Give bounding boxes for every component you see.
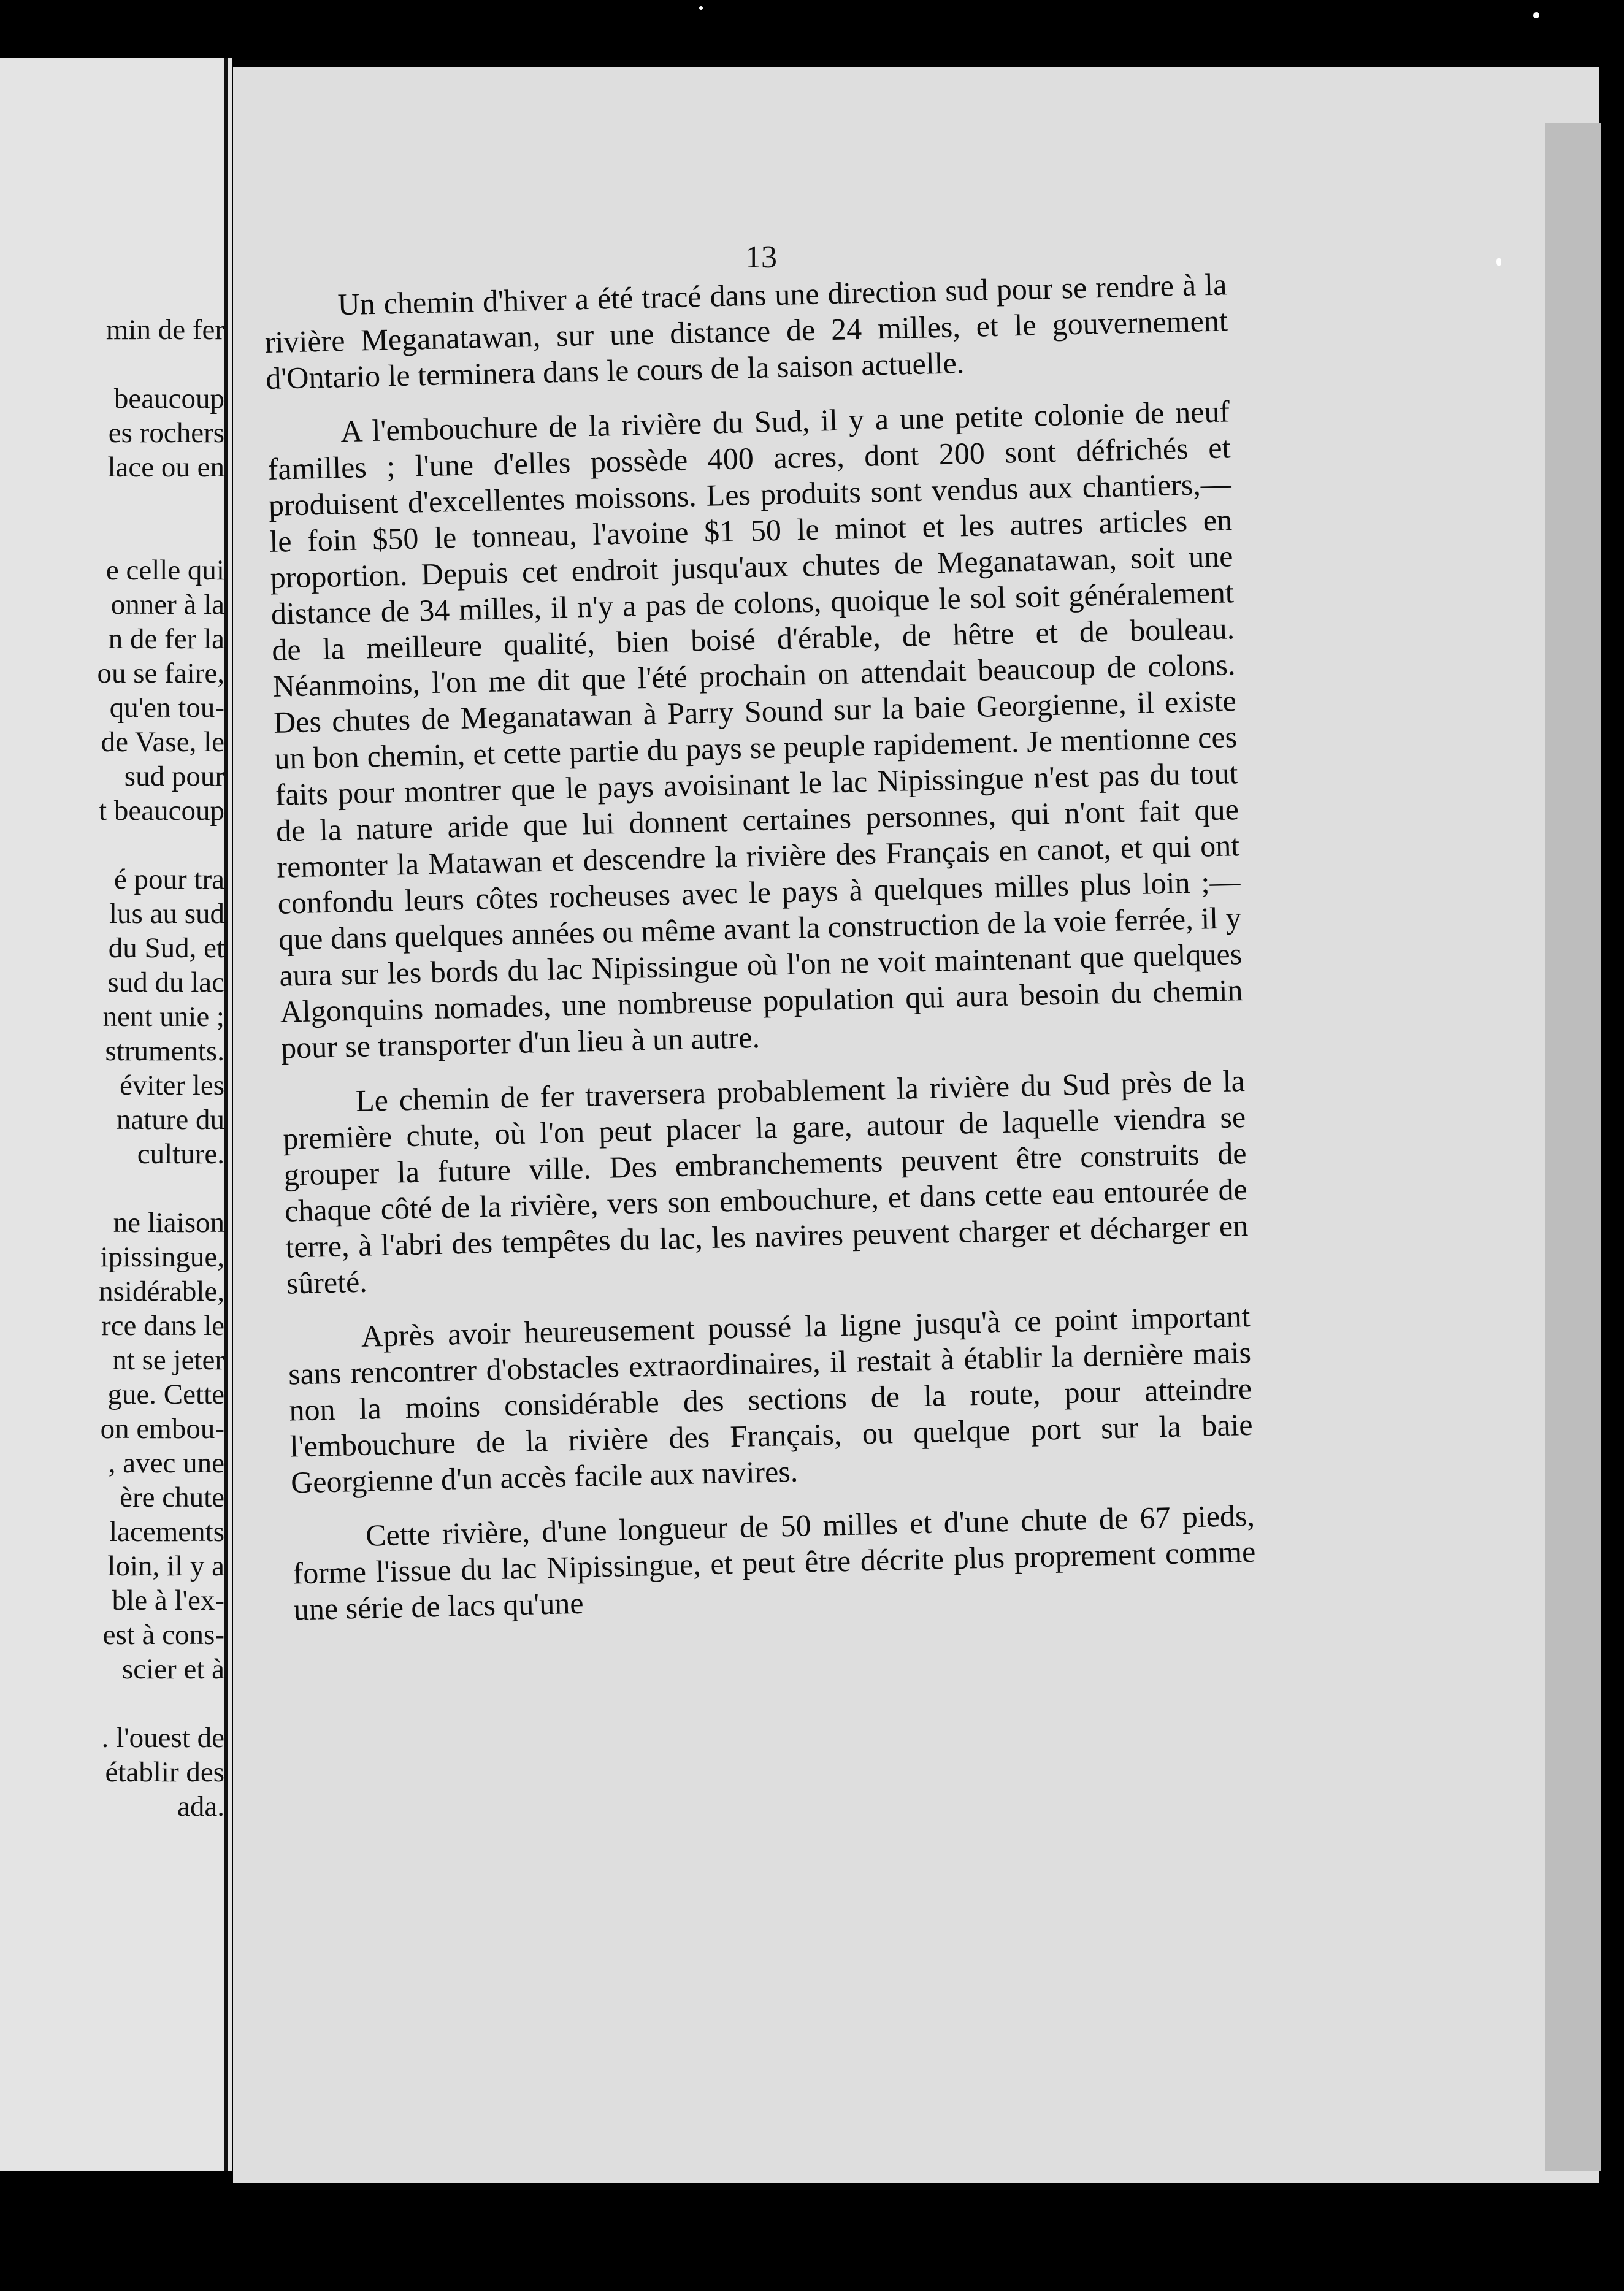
left-page-line: ne liaison: [113, 1207, 224, 1239]
left-page-line: ou se faire,: [97, 657, 224, 689]
left-page-fragment: [0, 58, 232, 2171]
left-page-line: n de fer la: [108, 623, 224, 655]
left-page-line: es rochers: [108, 417, 224, 449]
left-page-line: est à cons-: [102, 1619, 224, 1651]
left-page-line: sud du lac: [107, 966, 224, 998]
gutter-rule: [224, 58, 228, 2171]
left-page-line: onner à la: [110, 589, 224, 621]
scan-speck: [1496, 258, 1501, 266]
paragraph: Un chemin d'hiver a été tracé dans une direction sud pour se rendre à la rivière Meganatawan, sur une distance de 24 milles, et le gouvernement d'Ontario le terminera dans le cours de la saison actuelle.: [264, 267, 1228, 396]
left-page-line: . l'ouest de: [101, 1722, 224, 1754]
page-number: 13: [745, 240, 777, 275]
paragraph: Après avoir heureusement poussé la ligne jusqu'à ce point important sans rencontrer d'obstacles extraordinaires, il restait à établir la dernière mais non la moins considérable des sections de la route, pour atteindre l'embouchure de la rivière des Français, ou quelque port sur la baie Georgienne d'un accès facile aux navires.: [288, 1298, 1254, 1500]
left-page-line: rce dans le: [101, 1310, 224, 1342]
paragraph: Le chemin de fer traversera probablement la rivière du Sud près de la première chute, où l'on peut placer la gare, autour de laquelle viendra se grouper la future ville. Des embranchements peuvent être construits de chaque côté de la rivière, vers son embouchure, et dans cette eau entourée de terre, à l'abri des tempêtes du lac, les navires peuvent charger et décharger en sûreté.: [282, 1063, 1249, 1301]
left-page-line: é pour tra: [113, 863, 224, 895]
left-page-line: ipissingue,: [100, 1241, 224, 1273]
left-page-line: ère chute: [120, 1482, 224, 1513]
left-page-line: nature du: [116, 1104, 224, 1136]
left-page-line: nt se jeter: [112, 1344, 224, 1376]
left-page-line: gue. Cette: [107, 1379, 224, 1410]
left-page-line: struments.: [105, 1035, 224, 1067]
left-page-line: beaucoup: [113, 383, 224, 415]
left-page-line: du Sud, et: [108, 932, 224, 964]
left-page-line: , avec une: [108, 1447, 224, 1479]
paragraph: Cette rivière, d'une longueur de 50 milles et d'une chute de 67 pieds, forme l'issue du lac Nipissingue, et peut être décrite plus proprement comme une série de lacs qu'une: [292, 1497, 1256, 1627]
page-edge-shadow: [1545, 123, 1601, 2171]
left-page-line: loin, il y a: [107, 1550, 224, 1582]
left-page-line: min de fer: [105, 314, 224, 346]
left-page-line: culture.: [137, 1138, 224, 1170]
left-page-line: qu'en tou-: [109, 692, 224, 724]
left-page-line: t beaucoup: [99, 795, 224, 827]
left-page-line: scier et à: [121, 1653, 224, 1685]
scan-speck: [1533, 12, 1539, 18]
left-page-line: lus au sud: [109, 898, 224, 930]
paragraph: A l'embouchure de la rivière du Sud, il y a une petite colonie de neuf familles ; l'une d'elles possède 400 acres, dont 200 sont défrichés et produisent d'excellentes moissons. Les produits sont vendus aux chantiers,—le foin $50 le tonneau, l'avoine $1 50 le minot et les autres articles en proportion. Depuis cet endroit jusqu'aux chutes de Meganatawan, soit une distance de 34 milles, il n'y a pas de colons, quoique le sol soit généralement de la meilleure qualité, bien boisé d'érable, de hêtre et de bouleau. Néanmoins, l'on me dit que l'été prochain on attendait beaucoup de colons. Des chutes de Meganatawan à Parry Sound sur la baie Georgienne, il existe un bon chemin, et cette partie du pays se peuple rapidement. Je mentionne ces faits pour montrer que le pays avoisinant le lac Nipissingue n'est pas du tout de la nature aride que lui donnent certaines personnes, qui n'ont fait que remonter la Matawan et descendre la rivière des Français en canot, et qui ont confondu leurs côtes rocheuses avec le pays à quelques milles plus loin ;—que dans quelques années ou même avant la construction de la voie ferrée, il y aura sur les bords du lac Nipissingue où l'on ne voit maintenant que quelques Algonquins nomades, une nombreuse population qui aura besoin du chemin pour se transporter d'un lieu à un autre.: [267, 394, 1244, 1065]
left-page-line: de Vase, le: [101, 726, 224, 758]
left-page-line: lace ou en: [107, 451, 224, 483]
left-page-line: éviter les: [120, 1069, 224, 1101]
left-page-line: nent unie ;: [102, 1001, 224, 1033]
left-page-line: nsidérable,: [99, 1276, 224, 1307]
left-page-line: sud pour: [124, 760, 224, 792]
left-page-line: établir des: [105, 1756, 224, 1788]
left-page-line: e celle qui: [105, 554, 224, 586]
left-page-line: lacements: [109, 1516, 224, 1548]
left-page-line: ble à l'ex-: [112, 1585, 224, 1616]
scan-speck: [699, 6, 703, 10]
left-page-line: ada.: [177, 1791, 224, 1822]
left-page-line: on embou-: [100, 1413, 224, 1445]
body-text: [264, 266, 1257, 1646]
